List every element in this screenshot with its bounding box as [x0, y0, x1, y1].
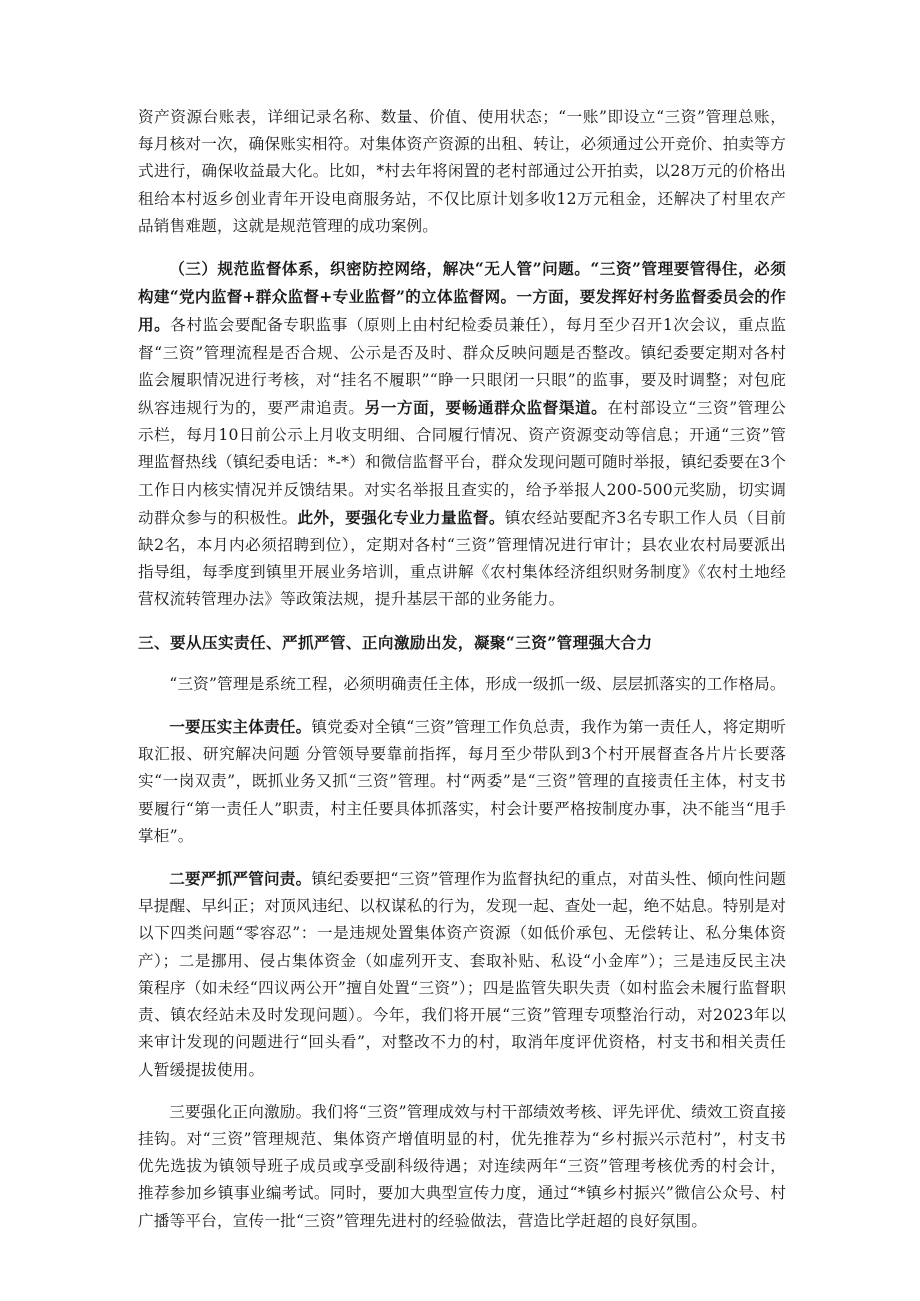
paragraph-system-engineering: “三资”管理是系统工程，必须明确责任主体，形成一级抓一级、层层抓落实的工作格局。: [169, 674, 786, 693]
paragraph-main-responsibility: [138, 713, 786, 850]
paragraph-supervision-system: [138, 255, 786, 614]
document-page: [138, 104, 786, 1235]
accountability-text: 镇纪委要把“三资”管理作为监督执纪的重点，对苗头性、倾向性问题早提醒、早纠正；对顶风违纪、以权谋私的行为，发现一起、查处一起，绝不姑息。特别是对以下四类问题“零容忍”：一是违规处置集体资产资源（如低价承包、无偿转让、私分集体资产）；二是挪用、侵占集体资金（如虚列开支、套取补贴、私设“小金库”）；三是违反民主决策程序（如未经“四议两公开”擅自处置“三资”）；四是监管失职失责（如村监会未履行监督职责、镇农经站未及时发现问题）。今年，我们将开展“三资”管理专项整治行动，对2023年以来审计发现的问题进行“回头看”，对整改不力的村，取消年度评优资格，村支书和相关责任人暂缓提拔使用。: [138, 870, 786, 1079]
paragraph-gap: [138, 698, 786, 713]
section-three-heading: 三、要从压实责任、严抓严管、正向激励出发，凝聚“三资”管理强大合力: [138, 632, 653, 652]
accountability-bold: 二要严抓严管问责。: [169, 869, 312, 889]
paragraph-asset-ledger: 资产资源台账表，详细记录名称、数量、价值、使用状态；“一账”即设立“三资”管理总账，每月核对一次，确保账实相符。对集体资产资源的出租、转让，必须通过公开竞价、拍卖等方式进行，确保收益最大化。比如，*村去年将闲置的老村部通过公开拍卖，以28万元的价格出租给本村返乡创业青年开设电商服务站，不仅比原计划多收12万元租金，还解决了村里农产品销售难题，这就是规范管理的成功案例。: [138, 108, 786, 235]
paragraph-gap: [138, 240, 786, 255]
supervision-heading-bold: （三）规范监督体系，织密防控网络，解决“无人管”问题。“三资”管理要管得住，必须构建“党内监督+群众监督+专业监督”的立体监督网。一方面，要发挥好村务监督委员会的作用。: [138, 259, 786, 335]
supervision-professional-bold: 此外，要强化专业力量监督。: [297, 507, 505, 527]
supervision-professional-text: 镇农经站要配齐3名专职工作人员（目前缺2名，本月内必须招聘到位），定期对各村“三资”管理情况进行审计；县农业农村局要派出指导组，每季度到镇里开展业务培训，重点讲解《农村集体经济组织财务制度》《农村土地经营权流转管理办法》等政策法规，提升基层干部的业务能力。: [138, 508, 786, 609]
paragraph-gap: [138, 614, 786, 629]
supervision-mass-channel-text: 在村部设立“三资”管理公示栏，每月10日前公示上月收支明细、合同履行情况、资产资源变动等信息；开通“三资”管理监督热线（镇纪委电话：*-*）和微信监督平台，群众发现问题可随时举报，镇纪委要在3个工作日内核实情况并反馈结果。对实名举报且查实的，给予举报人200-500元奖励，切实调动群众参与的积极性。: [138, 399, 786, 527]
paragraph-gap: [138, 1084, 786, 1099]
paragraph-gap: [138, 850, 786, 865]
supervision-village-committee-text: 各村监会要配备专职监事（原则上由村纪检委员兼任），每月至少召开1次会议，重点监督“三资”管理流程是否合规、公示是否及时、群众反映问题是否整改。镇纪委要定期对各村监会履职情况进行考核，对“挂名不履职”“睁一只眼闭一只眼”的监事，要及时调整；对包庇纵容违规行为的，要严肃追责。: [138, 316, 787, 418]
paragraph-accountability: [138, 865, 786, 1084]
main-responsibility-text: 镇党委对全镇“三资”管理工作负总责，我作为第一责任人，将定期听取汇报、研究解决问题 分管领导要靠前指挥，每月至少带队到3个村开展督查各片片长要落实“一岗双责”，既抓业务又抓“三资”管理。村“两委”是“三资”管理的直接责任主体，村支书要履行“第一责任人”职责，村主任要具体抓落实，村会计要严格按制度办事，决不能当“甩手掌柜”。: [138, 718, 786, 845]
supervision-mass-channel-bold: 另一方面，要畅通群众监督渠道。: [364, 398, 608, 418]
main-responsibility-bold: 一要压实主体责任。: [169, 717, 312, 737]
paragraph-positive-incentive: 三要强化正向激励。我们将“三资”管理成效与村干部绩效考核、评先评优、绩效工资直接挂钩。对“三资”管理规范、集体资产增值明显的村，优先推荐为“乡村振兴示范村”，村支书优先选拔为镇领导班子成员或享受副科级待遇；对连续两年“三资”管理考核优秀的村会计，推荐参加乡镇事业编考试。同时，要加大典型宣传力度，通过“*镇乡村振兴”微信公众号、村广播等平台，宣传一批“三资”管理先进村的经验做法，营造比学赶超的良好氛围。: [138, 1102, 786, 1230]
paragraph-gap: [138, 656, 786, 671]
